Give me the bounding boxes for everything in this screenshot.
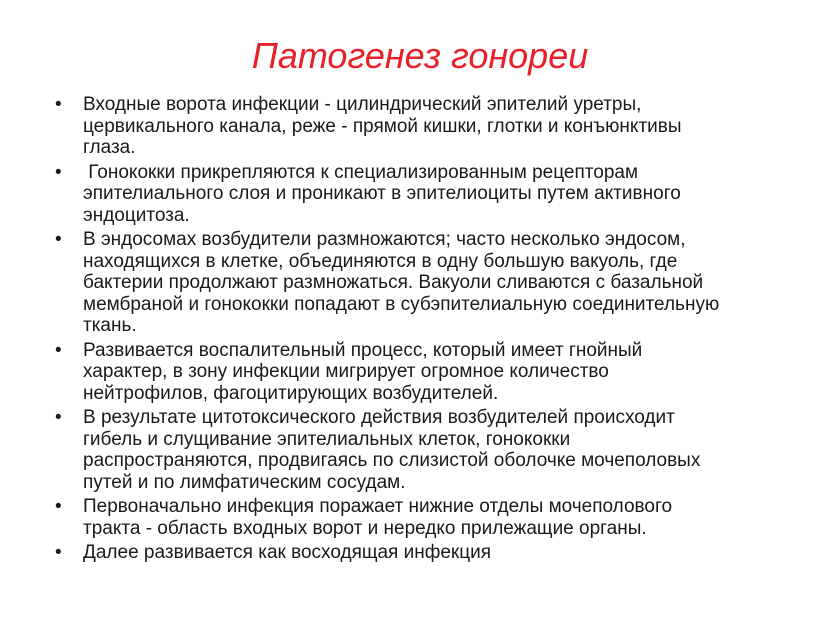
bullet-item [50,496,802,539]
bullet-text: Первоначально инфекция поражает нижние отделы мочеполового тракта - область входных ворот и нередко прилежащие органы. [83,496,673,539]
bullet-item [50,340,802,405]
bullet-icon: • [55,339,62,361]
bullet-item [50,542,802,564]
bullet-text: Входные ворота инфекции - цилиндрический эпителий уретры, цервикального канала, реже - прямой кишки, глотки и конъюнктивы глаза. [83,94,682,158]
bullet-text: Развивается воспалительный процесс, который имеет гнойный характер, в зону инфекции мигрирует огромное количество нейтрофилов, фагоцитирующих возбудителей. [83,339,643,404]
bullet-item [50,94,802,159]
bullet-icon: • [55,542,62,563]
bullet-text: Гонококки прикрепляются к специализированным рецепторам эпителиального слоя и проникают в эпителиоциты путем активного эндоцитоза. [83,161,681,226]
bullet-text: Далее развивается как восходящая инфекция [83,542,492,563]
bullet-icon: • [55,229,62,250]
bullet-item [50,162,802,227]
bullet-icon: • [55,94,62,115]
bullet-icon: • [55,161,62,183]
slide-title: Патогенез гонореи [251,35,589,76]
bullet-list [50,94,802,567]
bullet-icon: • [55,407,62,428]
bullet-text: В эндосомах возбудители размножаются; часто несколько эндосом, находящихся в клетке, объединяются в одну большую вакуоль, где бактерии продолжают размножаться. Вакуоли сливаются с базальной мембраной и гонококки попадают в субэпителиальную соединительную ткань. [83,229,720,336]
bullet-item [50,407,802,493]
bullet-text: В результате цитотоксического действия возбудителей происходит гибель и слущивание эпителиальных клеток, гонококки распространяются, продвигаясь по слизистой оболочке мочеполовых путей и по лимфатическим сосудам. [83,407,701,493]
bullet-item [50,229,802,337]
bullet-icon: • [55,496,62,517]
